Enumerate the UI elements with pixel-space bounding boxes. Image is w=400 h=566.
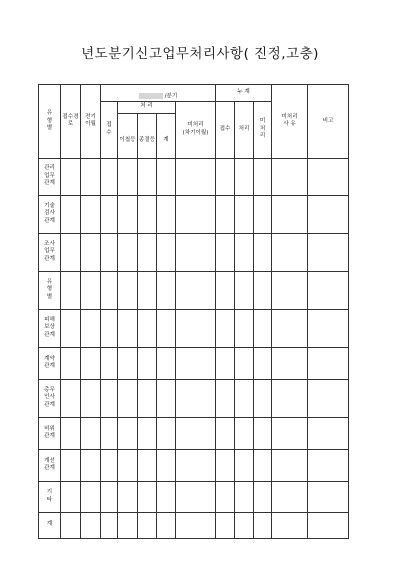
row-label: 개선 관계 [39, 449, 61, 481]
cum-reception-header: 접수 [216, 101, 235, 158]
reception-path-header: 접수경로 [61, 85, 81, 159]
reception-header: 접 수 [101, 101, 118, 158]
quarter-label: /분기 [164, 93, 178, 100]
remarks-header: 비고 [308, 85, 349, 159]
unprocessed-carry-header: 미처리 (차기이월) [176, 101, 216, 158]
processing-header: 처 리 [118, 101, 176, 113]
row-label: 유 형 별 [39, 271, 61, 309]
current-quarter-header [101, 85, 216, 102]
table-row [39, 271, 349, 309]
row-label: 기 타 [39, 481, 61, 512]
table-row [39, 309, 349, 347]
type-header: 유 형 별 [39, 85, 61, 159]
cum-unprocessed-header: 미 처 리 [254, 101, 272, 158]
document-title: 년도분기신고업무처리사항( 진정,고충) [81, 46, 319, 62]
previous-carryover-header: 전기 이월 [81, 85, 101, 159]
report-table [38, 84, 349, 539]
subtotal-header: 계 [157, 123, 176, 158]
row-label: 비위 관계 [39, 417, 61, 449]
row-label: 계 [39, 512, 61, 538]
table-row-total [39, 512, 349, 538]
cumulative-header: 누 계 [216, 85, 272, 102]
row-label: 기술 검사 관계 [39, 195, 61, 233]
row-label: 조사 업무 관계 [39, 233, 61, 271]
table-row [39, 481, 349, 512]
table-row [39, 233, 349, 271]
in-progress-header: 이첩등 [118, 123, 138, 158]
table-row [39, 347, 349, 379]
table-row [39, 158, 349, 195]
table-row [39, 379, 349, 417]
table-row [39, 449, 349, 481]
terminated-header: 종결등 [138, 123, 157, 158]
table-row [39, 417, 349, 449]
quarter-blank-field [139, 93, 163, 99]
row-label: 피해 보상 관계 [39, 309, 61, 347]
row-label: 총무 인사 관계 [39, 379, 61, 417]
cum-processing-header: 처리 [235, 101, 254, 158]
table-row [39, 195, 349, 233]
unprocessed-reason-header: 미처리 사 유 [272, 85, 308, 159]
row-label: 관리 업무 관계 [39, 158, 61, 195]
row-label: 계약 관계 [39, 347, 61, 379]
